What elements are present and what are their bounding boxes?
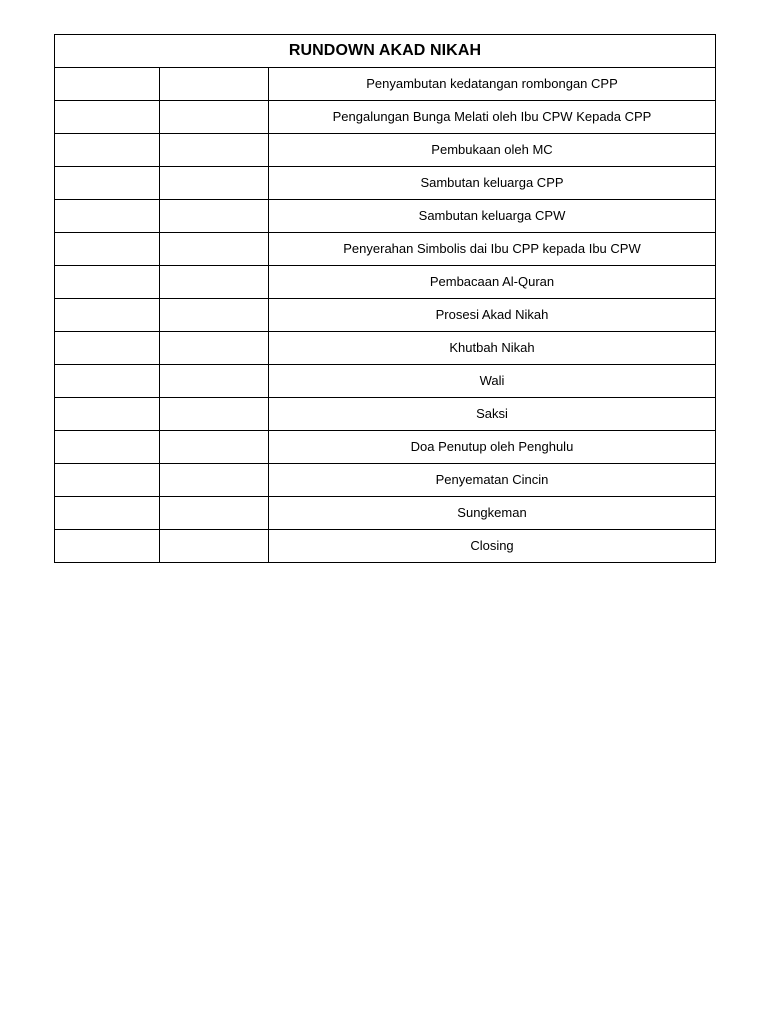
time-cell xyxy=(55,101,160,134)
time-cell xyxy=(55,233,160,266)
time-cell xyxy=(55,530,160,563)
duration-cell xyxy=(160,398,269,431)
table-row xyxy=(55,398,716,431)
time-cell xyxy=(55,200,160,233)
duration-cell xyxy=(160,233,269,266)
title-row xyxy=(55,35,716,68)
table-row xyxy=(55,167,716,200)
time-cell xyxy=(55,134,160,167)
agenda-item: Closing xyxy=(269,530,716,563)
agenda-item: Pengalungan Bunga Melati oleh Ibu CPW Kepada CPP xyxy=(269,101,716,134)
agenda-item: Penyematan Cincin xyxy=(269,464,716,497)
duration-cell xyxy=(160,167,269,200)
agenda-item: Sambutan keluarga CPW xyxy=(269,200,716,233)
time-cell xyxy=(55,431,160,464)
agenda-item: Khutbah Nikah xyxy=(269,332,716,365)
duration-cell xyxy=(160,332,269,365)
table-row xyxy=(55,332,716,365)
duration-cell xyxy=(160,431,269,464)
table-row xyxy=(55,200,716,233)
table-row xyxy=(55,101,716,134)
table-row xyxy=(55,299,716,332)
table-row xyxy=(55,266,716,299)
agenda-item: Doa Penutup oleh Penghulu xyxy=(269,431,716,464)
table-row xyxy=(55,134,716,167)
agenda-item: Pembukaan oleh MC xyxy=(269,134,716,167)
table-row xyxy=(55,464,716,497)
duration-cell xyxy=(160,530,269,563)
time-cell xyxy=(55,167,160,200)
duration-cell xyxy=(160,299,269,332)
agenda-item: Wali xyxy=(269,365,716,398)
time-cell xyxy=(55,464,160,497)
duration-cell xyxy=(160,101,269,134)
agenda-item: Pembacaan Al-Quran xyxy=(269,266,716,299)
duration-cell xyxy=(160,200,269,233)
agenda-item: Saksi xyxy=(269,398,716,431)
time-cell xyxy=(55,332,160,365)
time-cell xyxy=(55,299,160,332)
duration-cell xyxy=(160,365,269,398)
agenda-item: Penyerahan Simbolis dai Ibu CPP kepada Ibu CPW xyxy=(269,233,716,266)
table-row xyxy=(55,431,716,464)
document-title: RUNDOWN AKAD NIKAH xyxy=(55,35,716,68)
rundown-table xyxy=(54,34,716,563)
duration-cell xyxy=(160,497,269,530)
duration-cell xyxy=(160,464,269,497)
table-row xyxy=(55,530,716,563)
table-row xyxy=(55,233,716,266)
agenda-item: Penyambutan kedatangan rombongan CPP xyxy=(269,68,716,101)
time-cell xyxy=(55,398,160,431)
agenda-item: Prosesi Akad Nikah xyxy=(269,299,716,332)
duration-cell xyxy=(160,68,269,101)
table-row xyxy=(55,497,716,530)
agenda-item: Sambutan keluarga CPP xyxy=(269,167,716,200)
time-cell xyxy=(55,365,160,398)
duration-cell xyxy=(160,134,269,167)
time-cell xyxy=(55,68,160,101)
agenda-item: Sungkeman xyxy=(269,497,716,530)
table-row xyxy=(55,68,716,101)
time-cell xyxy=(55,266,160,299)
duration-cell xyxy=(160,266,269,299)
time-cell xyxy=(55,497,160,530)
table-row xyxy=(55,365,716,398)
